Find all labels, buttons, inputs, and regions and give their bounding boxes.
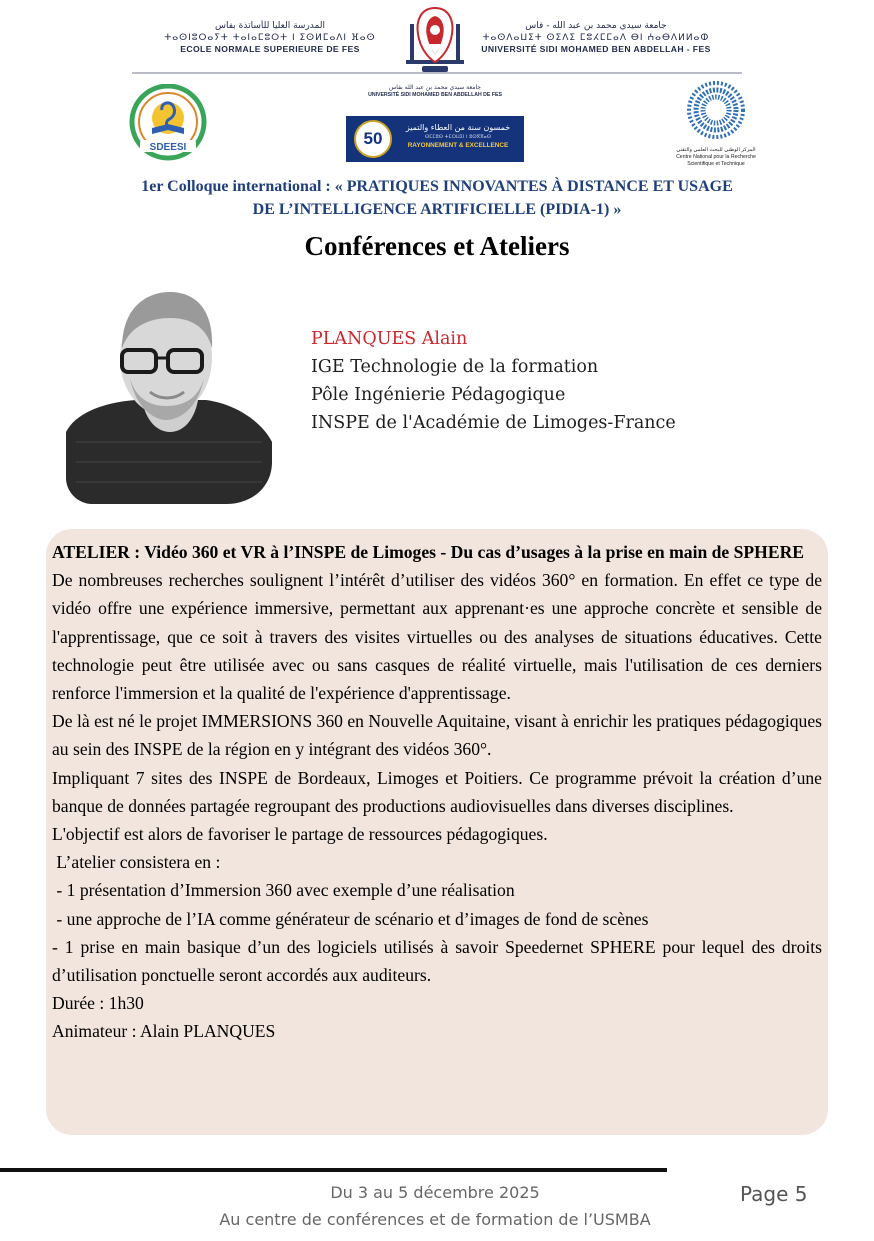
cnrst-name-line2: Scientifique et Technique	[687, 161, 745, 167]
usmba-50-banner	[346, 116, 524, 162]
speaker-info	[311, 325, 731, 437]
usmba-50-years-logo	[346, 84, 524, 164]
rayonnement-tagline: RAYONNEMENT & EXCELLENCE	[407, 142, 509, 149]
atelier-paragraph-2: De là est né le projet IMMERSIONS 360 en Nouvelle Aquitaine, visant à enrichir les pratiques pédagogiques au sein des INSPE de la région en y intégrant des vidéos 360°.	[52, 711, 822, 760]
arabic-slogan: خمسون سنة من العطاء والتميز	[405, 123, 511, 132]
usmba-french-name: UNIVERSITÉ SIDI MOHAMED BEN ABDELLAH - FES	[481, 44, 711, 54]
anniversary-number: 50	[363, 129, 383, 148]
cnrst-name-line1: Centre National pour la Recherche	[676, 154, 756, 160]
usmba-crest-logo	[400, 4, 470, 78]
usmba-50-slogans	[398, 122, 518, 151]
atelier-description-box	[46, 529, 828, 1135]
header-divider	[132, 72, 742, 74]
atelier-duration: Durée : 1h30	[52, 993, 144, 1014]
atelier-intro: L’atelier consistera en :	[52, 852, 221, 873]
sdeesi-logo	[126, 84, 210, 162]
cnrst-sun-emblem	[681, 80, 751, 142]
footer-divider	[0, 1168, 667, 1172]
cnrst-arabic-name: المركز الوطني للبحث العلمي والتقني	[676, 147, 756, 153]
atelier-paragraph-4: L'objectif est alors de favoriser le partage de ressources pédagogiques.	[52, 824, 548, 845]
tifinagh-slogan: ⵙⵎⵎⵓⵙ ⵜⵎⵔⵡⵉⵏ ⵏ ⵓⵙⴳⴳⴰⵙ	[424, 134, 492, 140]
speaker-role: IGE Technologie de la formation	[311, 357, 599, 377]
colloque-title-line1: 1er Colloque international : « PRATIQUES INNOVANTES À DISTANCE ET USAGE	[141, 178, 733, 195]
page-number: Page 5	[740, 1182, 808, 1206]
atelier-paragraph-3: Impliquant 7 sites des INSPE de Bordeaux, Limoges et Poitiers. Ce programme prévoit la création d’une banque de données partagée regroupant des productions audiovisuelles dans diverses disciplines.	[52, 767, 822, 816]
usmba-arabic-name: جامعة سيدي محمد بن عبد الله - فاس	[525, 21, 667, 31]
colloque-title-line2: DE L’INTELLIGENCE ARTIFICIELLE (PIDIA-1) »	[252, 201, 622, 218]
usmba-50-heading	[360, 84, 510, 112]
ens-french-name: ECOLE NORMALE SUPERIEURE DE FES	[180, 44, 360, 54]
institution-header	[132, 4, 742, 78]
atelier-title: ATELIER : Vidéo 360 et VR à l’INSPE de Limoges - Du cas d’usages à la prise en main de SPHERE	[52, 542, 805, 562]
atelier-list-item-3: - 1 prise en main basique d’un des logiciels utilisés à savoir Speedernet SPHERE pour lequel des droits d’utilisation ponctuelle seront accordés aux auditeurs.	[52, 936, 822, 986]
speaker-institution: INSPE de l'Académie de Limoges-France	[311, 413, 676, 433]
speaker-department: Pôle Ingénierie Pédagogique	[311, 385, 566, 405]
atelier-list-item-2: - une approche de l’IA comme générateur de scénario et d’images de fond de scènes	[52, 908, 649, 929]
usmba-tifinagh-name: ⵜⴰⵙⴷⴰⵡⵉⵜ ⵙⵉⴷⵉ ⵎⵓⵃⵎⵎⴰⴷ ⴱⵏ ⵄⴰⴱⴷⵍⵍⴰⵀ	[482, 33, 710, 43]
ens-tifinagh-name: ⵜⴰⵙⵏⵓⵔⴰⵢⵜ ⵜⴰⵏⴰⵎⵓⵔⵜ ⵏ ⵉⵙⵍⵎⴰⴷⵏ ⴼⴰⵙ	[164, 33, 376, 43]
speaker-name: PLANQUES Alain	[311, 329, 468, 349]
atelier-animator: Animateur : Alain PLANQUES	[52, 1021, 276, 1042]
colloque-title	[60, 175, 814, 221]
atelier-paragraph-1: De nombreuses recherches soulignent l’intérêt d’utiliser des vidéos 360° en formation. En effet ce type de vidéo offre une expérience immersive, permettant aux apprenant·es une approche concrète et sensible de l'apprentissage, que ce soit à travers des visites virtuelles ou des analyses de situations éducatives. Cette technologie peut être utilisée avec ou sans casques de réalité virtuelle, mais l'utilisation de ces derniers renforce l'immersion et la qualité de l'expérience d'apprentissage.	[52, 570, 822, 704]
atelier-list-item-1: - 1 présentation d’Immersion 360 avec exemple d’une réalisation	[52, 880, 515, 901]
page-title: Conférences et Ateliers	[304, 231, 570, 261]
ens-arabic-name: المدرسة العليا للأساتذة بفاس	[215, 21, 325, 31]
footer-dates: Du 3 au 5 décembre 2025	[330, 1183, 540, 1202]
usmba-identity	[480, 20, 712, 55]
usmba-50-french-name: UNIVERSITÉ SIDI MOHAMED BEN ABDELLAH DE FES	[368, 92, 502, 98]
cnrst-logo	[668, 80, 764, 166]
ens-fes-identity	[160, 20, 380, 55]
usmba-50-badge	[354, 120, 392, 158]
footer-venue: Au centre de conférences et de formation de l’USMBA	[219, 1210, 651, 1229]
speaker-photo	[66, 282, 272, 504]
usmba-50-arabic-name: جامعة سيدي محمد بن عبد الله بفاس	[388, 84, 482, 91]
sdeesi-label: SDEESI	[149, 142, 187, 153]
